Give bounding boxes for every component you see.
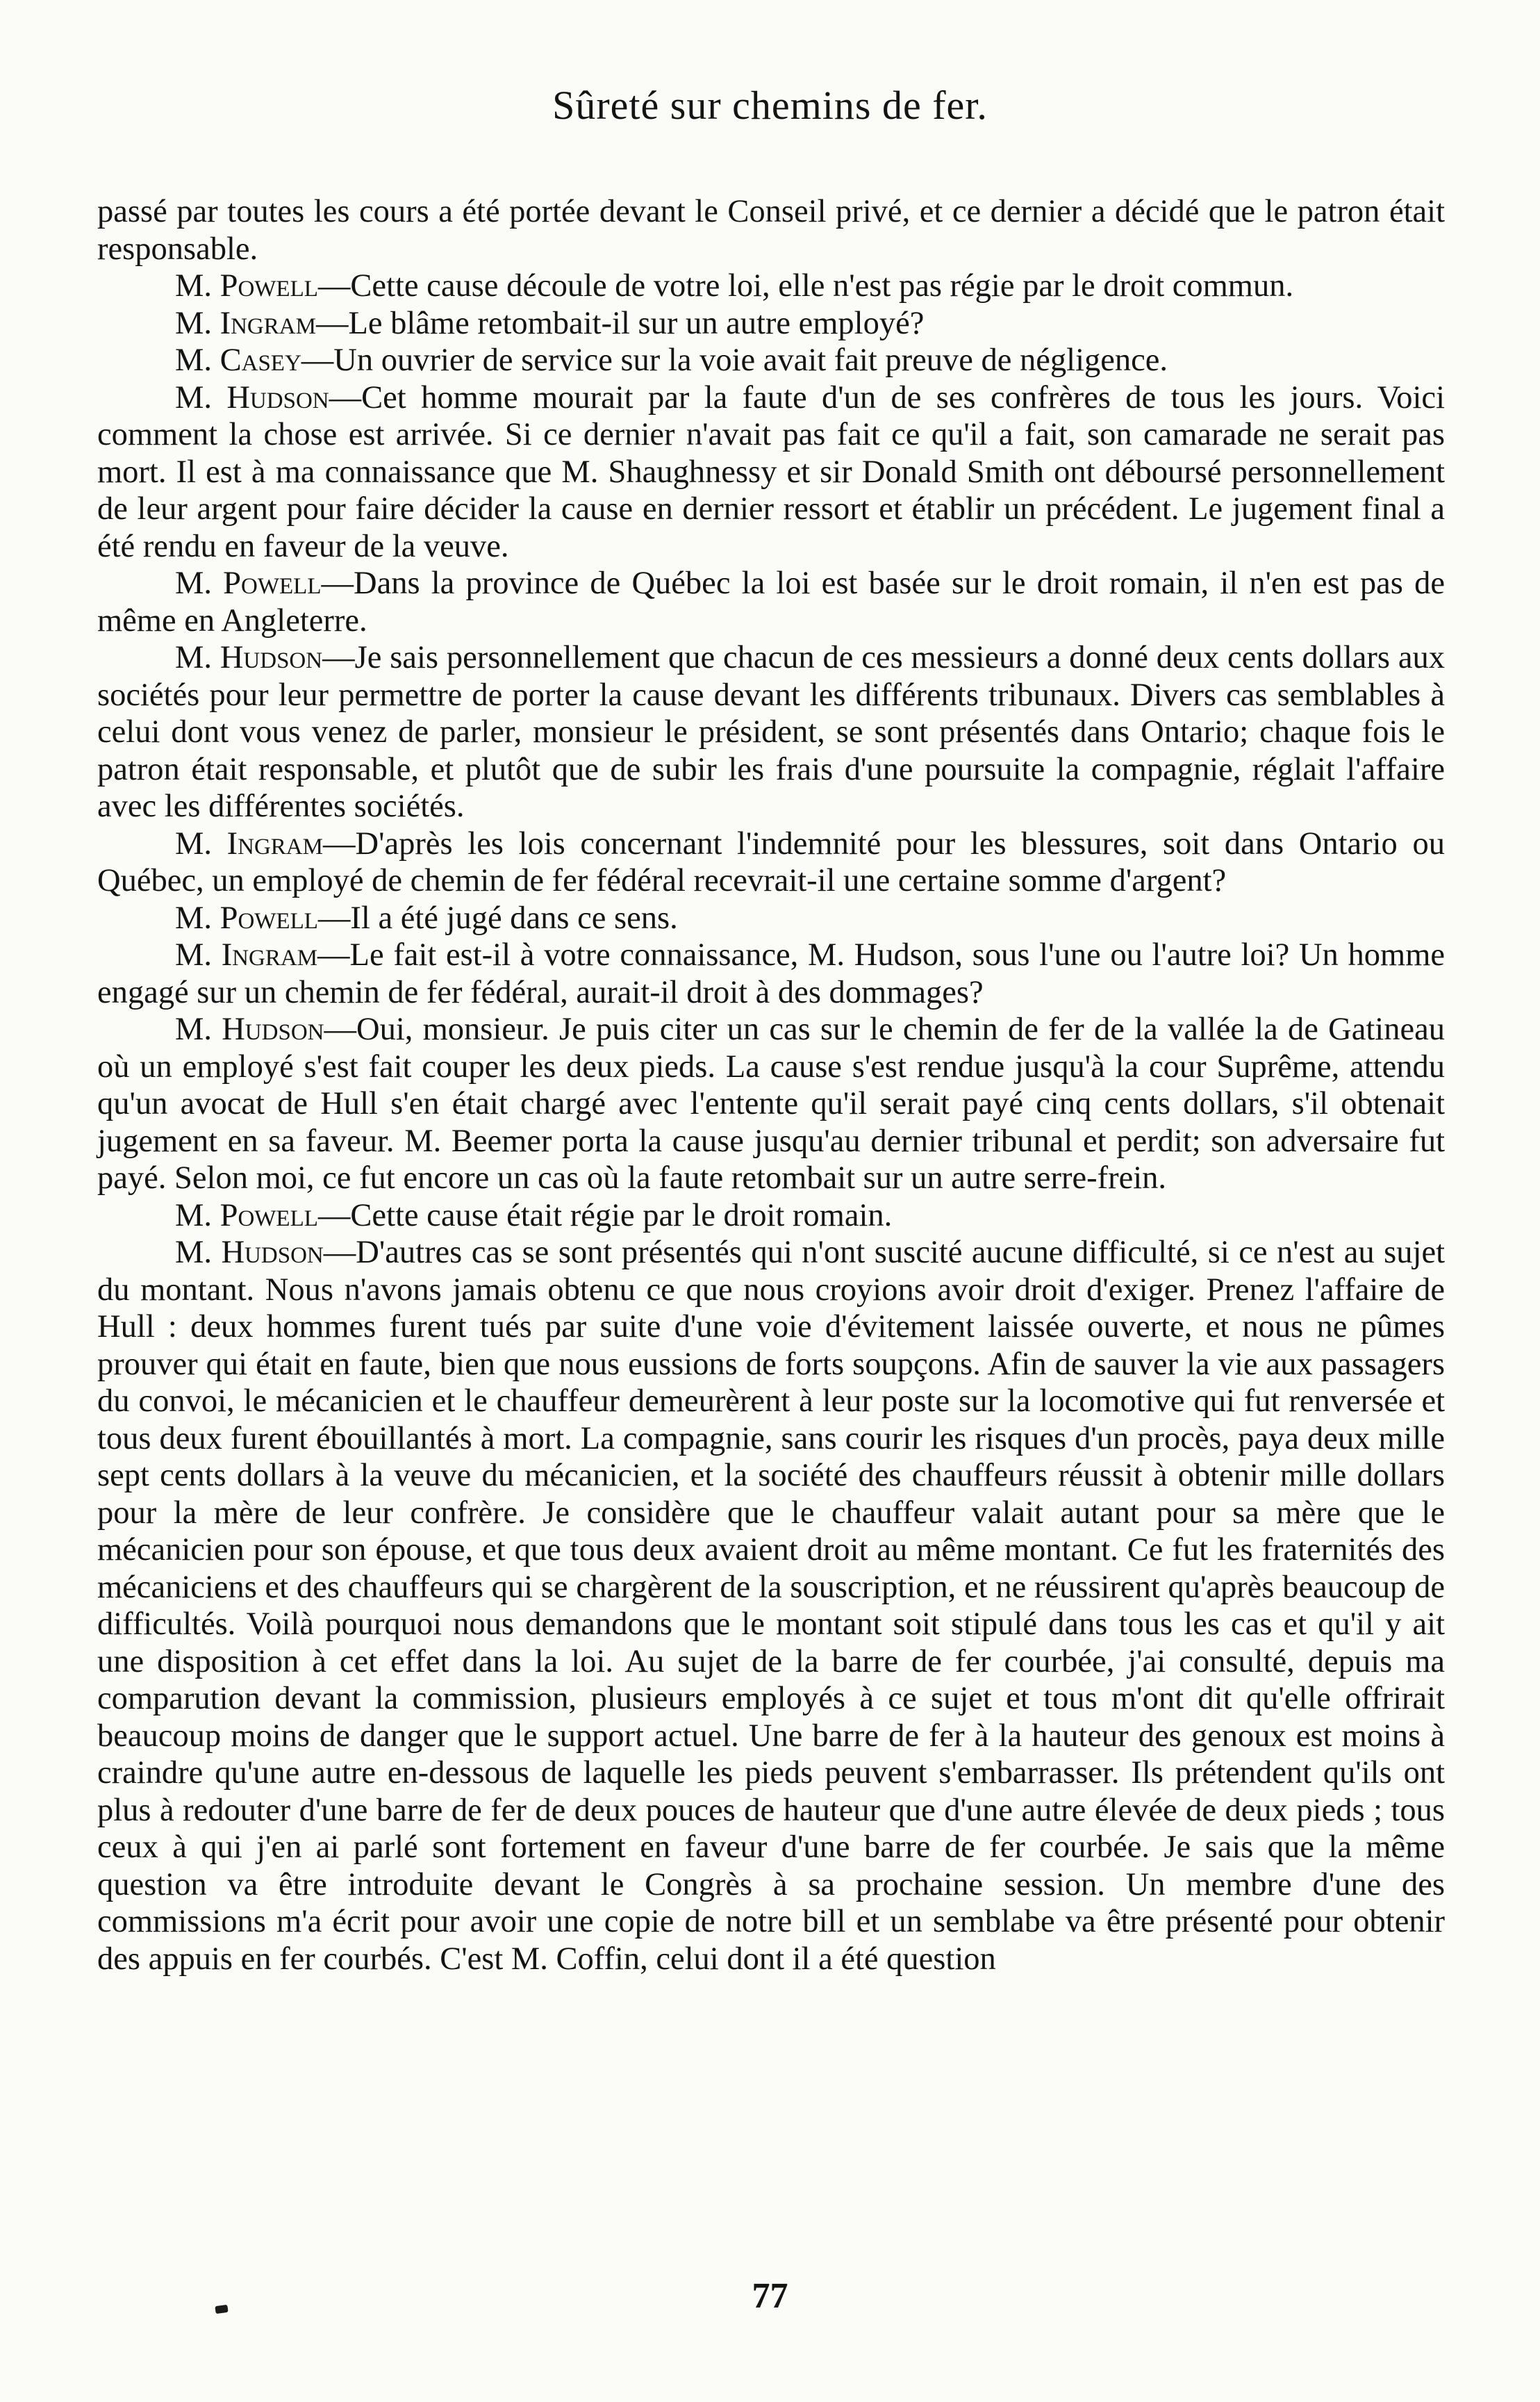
- paragraph: [97, 268, 1445, 305]
- paragraph-text: —Dans la province de Québec la loi est basée sur le droit romain, il n'en est pas de même en Angleterre.: [97, 566, 1445, 639]
- speaker-name: M. Hudson: [175, 1235, 324, 1270]
- speaker-name: M. Hudson: [175, 640, 323, 675]
- paragraph-text: —D'autres cas se sont présentés qui n'ont suscité aucune difficulté, si ce n'est au sujet du montant. Nous n'avons jamais obtenu ce que nous croyions avoir droit d'exiger. Prenez l'affaire de Hull : deux hommes furent tués par suite d'une voie d'évitement laissée ouverte, et nous ne pûmes prouver qui était en faute, bien que nous eussions de forts soupçons. Afin de sauver la vie aux passagers du convoi, le mécanicien et le chauffeur demeurèrent à leur poste sur la locomotive qui fut renversée et tous deux furent ébouillantés à mort. La compagnie, sans courir les risques d'un procès, paya deux mille sept cents dollars à la veuve du mécanicien, et la société des chauffeurs réussit à obtenir mille dollars pour la mère de leur confrère. Je considère que le chauffeur valait autant pour sa mère que le mécanicien pour son épouse, et que tous deux avaient droit au même montant. Ce fut les fraternités des mécaniciens et des chauffeurs qui se chargèrent de la souscription, et ne réussirent qu'après beaucoup de difficultés. Voilà pourquoi nous demandons que le montant soit stipulé dans tous les cas et qu'il y ait une disposition à cet effet dans la loi. Au sujet de la barre de fer courbée, j'ai consulté, depuis ma comparution devant la commission, plusieurs employés à ce sujet et tous m'ont dit qu'elle offrirait beaucoup moins de danger que le support actuel. Une barre de fer à la hauteur des genoux est moins à craindre qu'une autre en-dessous de laquelle les pieds peuvent s'embarrasser. Ils prétendent qu'ils ont plus à redouter d'une barre de fer de deux pouces de hauteur que d'une autre élevée de deux pieds ; tous ceux à qui j'en ai parlé sont fortement en faveur d'une barre de fer courbée. Je sais que la même question va être introduite devant le Congrès à sa prochaine session. Un membre d'une des commissions m'a écrit pour avoir une copie de notre bill et un semblabe va être présenté pour obtenir des appuis en fer courbés. C'est M. Coffin, celui dont il a été question: [97, 1235, 1446, 1977]
- speaker-name: M. Powell: [175, 1197, 318, 1233]
- paragraph-text: —Il a été jugé dans ce sens.: [317, 900, 678, 936]
- paragraph: [97, 565, 1445, 639]
- paragraph: [97, 305, 1445, 343]
- speaker-name: M. Ingram: [175, 825, 323, 862]
- paragraph-text: —Cette cause était régie par le droit romain.: [317, 1197, 893, 1233]
- paragraph: [97, 900, 1445, 937]
- speaker-name: M. Ingram: [175, 305, 316, 341]
- page-number: 77: [752, 2276, 788, 2316]
- paragraph: [97, 825, 1445, 900]
- paragraph: [97, 1011, 1445, 1197]
- paragraph-text: —Le blâme retombait-il sur un autre employé?: [315, 305, 925, 341]
- paragraph-text: —Un ouvrier de service sur la voie avait fait preuve de négligence.: [301, 343, 1168, 378]
- paragraph-text: —Le fait est-il à votre connaissance, M. Hudson, sous l'une ou l'autre loi? Un homme engagé sur un chemin de fer fédéral, aurait-il droit à des dommages?: [97, 937, 1446, 1010]
- speaker-name: M. Hudson: [175, 1012, 324, 1047]
- speaker-name: M. Ingram: [175, 937, 318, 973]
- paragraph: [97, 1197, 1445, 1235]
- paragraph: [97, 342, 1445, 379]
- paragraph: [97, 193, 1445, 268]
- body-text: [97, 193, 1445, 1977]
- paragraph-text: —Oui, monsieur. Je puis citer un cas sur le chemin de fer de la vallée la de Gatineau où un employé s'est fait couper les deux pieds. La cause s'est rendue jusqu'à la cour Suprême, attendu qu'un avocat de Hull s'en était chargé avec l'entente qu'il serait payé cinq cents dollars, s'il obtenait jugement en sa faveur. M. Beemer porta la cause jusqu'au dernier tribunal et perdit; son adversaire fut payé. Selon moi, ce fut encore un cas où la faute retombait sur un autre serre-frein.: [97, 1012, 1445, 1196]
- paragraph-text: —Je sais personnellement que chacun de ces messieurs a donné deux cents dollars aux sociétés pour leur permettre de porter la cause devant les différents tribunaux. Divers cas semblables à celui dont vous venez de parler, monsieur le président, se sont présentés dans Ontario; chaque fois le patron était responsable, et plutôt que de subir les frais d'une poursuite la compagnie, réglait l'affaire avec les différentes sociétés.: [97, 640, 1446, 824]
- running-title: Sûreté sur chemins de fer.: [552, 83, 988, 128]
- paragraph-text: —Cet homme mourait par la faute d'un de ses confrères de tous les jours. Voici comment la chose est arrivée. Si ce dernier n'avait pas fait ce qu'il a fait, son camarade ne serait pas mort. Il est à ma connaissance que M. Shaughnessy et sir Donald Smith ont déboursé personnellement de leur argent pour faire décider la cause en dernier ressort et établir un précédent. Le jugement final a été rendu en faveur de la veuve.: [97, 379, 1445, 564]
- paragraph: [97, 1234, 1445, 1977]
- paragraph: [97, 639, 1445, 825]
- paragraph-text: —D'après les lois concernant l'indemnité pour les blessures, soit dans Ontario ou Québec, un employé de chemin de fer fédéral recevrait-il une certaine somme d'argent?: [97, 825, 1445, 898]
- paragraph: [97, 937, 1445, 1011]
- speaker-name: M. Powell: [175, 268, 318, 304]
- speaker-name: M. Casey: [175, 343, 301, 378]
- paragraph-text: —Cette cause découle de votre loi, elle n'est pas régie par le droit commun.: [317, 268, 1294, 304]
- speaker-name: M. Powell: [175, 900, 318, 936]
- speaker-name: M. Powell: [175, 566, 322, 601]
- paragraph-text: passé par toutes les cours a été portée devant le Conseil privé, et ce dernier a décidé que le patron était responsable.: [97, 194, 1445, 267]
- speaker-name: M. Hudson: [175, 379, 329, 416]
- paragraph: [97, 379, 1445, 566]
